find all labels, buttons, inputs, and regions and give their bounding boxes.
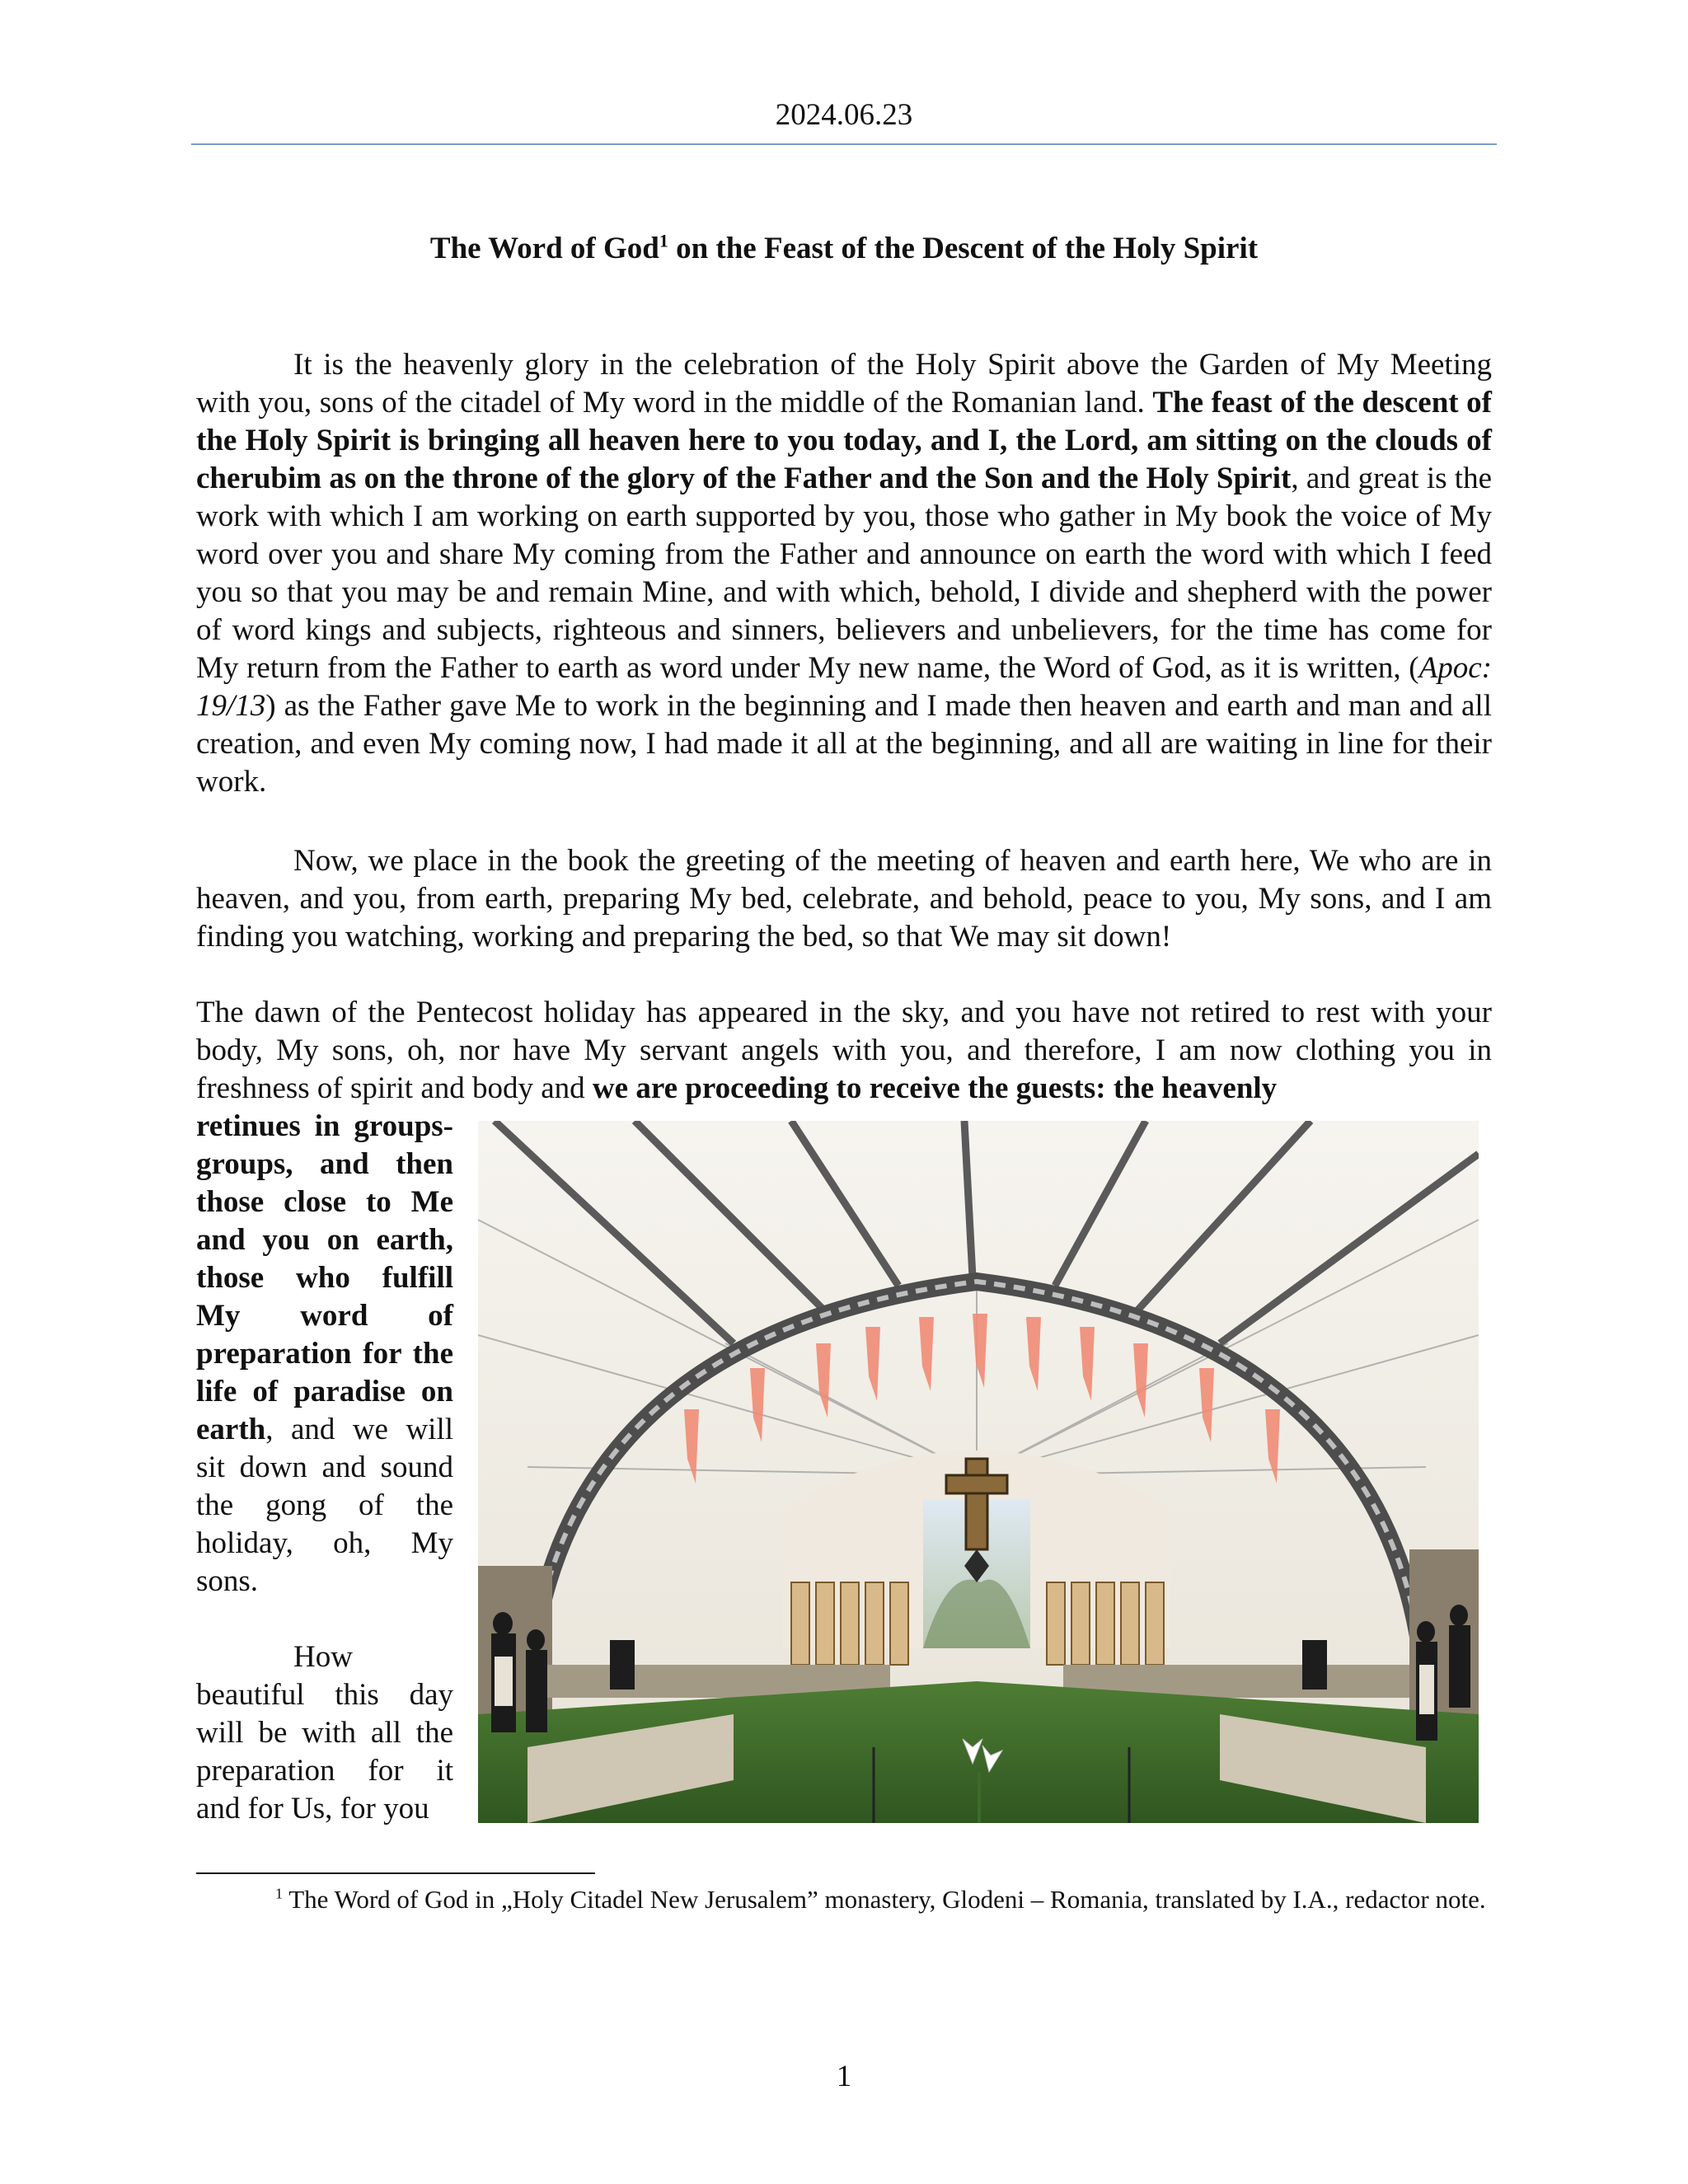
- header-date: 2024.06.23: [775, 98, 913, 132]
- footnote-text: The Word of God in „Holy Citadel New Jerusalem” monastery, Glodeni – Romania, translated by I.A., redactor note.: [283, 1885, 1486, 1914]
- para3-text-1: The dawn of the Pentecost holiday has appeared in the sky, and you have not retired to rest with your body, My sons, oh, nor have My servant angels with you, and therefore, I am now clothing you in freshness of spirit and body and: [196, 996, 1492, 1105]
- title-main: The Word of God: [429, 232, 659, 265]
- para1-reference: Apoc: 19/13: [196, 651, 1492, 723]
- paragraph-2: [196, 842, 1492, 956]
- para3-bold-1: we are proceeding to receive the guests: the heavenly: [592, 1071, 1278, 1105]
- side-paragraph-2: How beautiful this day will be with all the preparation for it and for Us, for you: [196, 1640, 453, 1825]
- title-footnote-ref[interactable]: 1: [659, 230, 668, 251]
- side-text-1: , and we will sit down and sound the gong of the holiday, oh, My sons.: [196, 1413, 453, 1598]
- tent-altar-photo: [478, 1121, 1479, 1823]
- para1-bold-1: The feast of the descent of the Holy Spirit is bringing all heaven here to you today, and I, the Lord, am sitting on the clouds of cherubim as on the throne of the glory of the Father and the Son and the Holy Spirit: [196, 386, 1493, 495]
- footnote: [196, 1884, 1492, 1915]
- title-rest: on the Feast of the Descent of the Holy Spirit: [668, 232, 1259, 265]
- side-column-text: [196, 1108, 453, 1828]
- para1-text-2: , and great is the work with which I am working on earth supported by you, those who gather in My book the voice of My word over you and share My coming from the Father and announce on earth the word with which I feed you so that you may be and remain Mine, and with which, behold, I divide and shepherd with the power of word kings and subjects, righteous and sinners, believers and unbelievers, for the time has come for My return from the Father to earth as word under My new name, the Word of God, as it is written, (: [196, 462, 1492, 685]
- document-title: [0, 231, 1688, 266]
- para2-text: Now, we place in the book the greeting of the meeting of heaven and earth here, We who are in heaven, and you, from earth, preparing My bed, celebrate, and behold, peace to you, My sons, and I am finding you watching, working and preparing the bed, so that We may sit down!: [196, 844, 1492, 954]
- side-bold-1: retinues in groups-groups, and then those close to Me and you on earth, those who fulfill My word of preparation for the life of paradise on earth: [196, 1109, 453, 1446]
- paragraph-3: [196, 994, 1492, 1108]
- header-rule: [191, 143, 1497, 145]
- paragraph-1: [196, 346, 1492, 801]
- footnote-number: 1: [275, 1885, 283, 1902]
- footnote-rule: [196, 1872, 595, 1874]
- para1-text-1: It is the heavenly glory in the celebration of the Holy Spirit above the Garden of My Meeting with you, sons of the citadel of My word in the middle of the Romanian land.: [196, 348, 1492, 419]
- page-number: 1: [836, 2060, 852, 2093]
- para1-text-3: ) as the Father gave Me to work in the beginning and I made then heaven and earth and man and all creation, and even My coming now, I had made it all at the beginning, and all are waiting in line for their work.: [196, 689, 1492, 799]
- photo-illustration: [478, 1121, 1479, 1823]
